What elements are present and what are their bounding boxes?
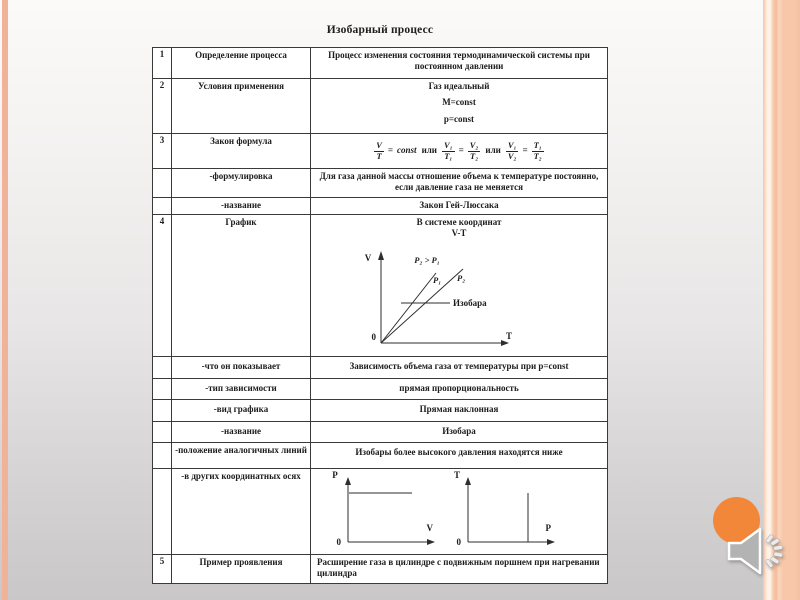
row-label: Пример проявления xyxy=(172,555,311,583)
row-content xyxy=(311,469,607,554)
audio-button[interactable] xyxy=(724,524,796,580)
row-number: 5 xyxy=(153,555,172,583)
condition-line: M=const xyxy=(442,97,476,108)
row-number: 2 xyxy=(153,79,172,133)
row-content xyxy=(311,215,607,356)
isobar-annotation: Изобара xyxy=(453,297,487,308)
row-label: -формулировка xyxy=(172,169,311,197)
row-number: 1 xyxy=(153,48,172,78)
row-content xyxy=(311,79,607,133)
coord-system-caption: В системе координат xyxy=(416,217,502,227)
equals-sign: = xyxy=(458,145,464,156)
equals-sign: = xyxy=(387,145,394,156)
fraction: $\frac{V}{T}$ xyxy=(376,140,382,161)
tp-origin-label: 0 xyxy=(456,537,461,547)
row-content xyxy=(311,134,607,168)
row-content: Расширение газа в цилиндре с подвижным поршнем при нагревании цилиндра xyxy=(317,557,600,579)
table-row xyxy=(153,48,607,79)
table-row xyxy=(153,134,607,169)
tp-x-axis-label: P xyxy=(545,523,551,533)
row-label: -название xyxy=(172,198,311,214)
row-content: Изобара xyxy=(442,426,476,436)
row-label: -название xyxy=(172,422,311,442)
table-row xyxy=(153,169,607,198)
row-label: -вид графика xyxy=(172,400,311,421)
row-number xyxy=(153,379,172,399)
row-number: 4 xyxy=(153,215,172,356)
speaker-icon[interactable] xyxy=(729,529,760,573)
condition-line: p=const xyxy=(443,113,475,124)
pv-origin-label: 0 xyxy=(336,537,341,547)
pressure-note: P₂ > P₁ xyxy=(414,254,440,265)
right-accent-band xyxy=(763,0,800,600)
table-row xyxy=(153,79,607,134)
row-content: Процесс изменения состояния термодинамической системы при постоянном давлении xyxy=(328,50,590,72)
row-label: -тип зависимости xyxy=(172,379,311,399)
pv-y-axis-label: P xyxy=(332,470,338,480)
row-content: Прямая наклонная xyxy=(419,404,499,414)
row-label: График xyxy=(172,215,311,356)
row-content: Закон Гей-Люссака xyxy=(419,200,499,210)
row-content: Для газа данной массы отношение объема к температуре постоянно, если давление газа не меняется xyxy=(319,171,599,193)
row-label: -положение аналогичных линий xyxy=(172,443,311,468)
left-accent-stripe xyxy=(2,0,8,600)
table-row xyxy=(153,443,607,469)
pv-graph xyxy=(323,469,443,549)
fraction: $\frac{\text{V₁}}{\text{T₁}}$ xyxy=(443,140,453,161)
table-row xyxy=(153,555,607,583)
vt-axes-caption: V-T xyxy=(451,228,467,239)
const-word: const xyxy=(397,145,417,156)
pv-x-axis-label: V xyxy=(426,523,433,533)
table-row xyxy=(153,357,607,379)
vt-y-axis-label: V xyxy=(364,252,372,263)
process-table xyxy=(152,47,608,584)
row-number xyxy=(153,357,172,378)
table-row xyxy=(153,400,607,422)
tp-y-axis-label: T xyxy=(453,470,461,480)
tp-graph xyxy=(447,469,567,549)
row-label: -в других координатных осях xyxy=(172,469,311,554)
row-label: Определение процесса xyxy=(172,48,311,78)
fraction: $\frac{\text{V₁}}{\text{V₂}}$ xyxy=(507,140,517,161)
vt-graph xyxy=(350,243,520,347)
row-content: Зависимость объема газа от температуры при p=const xyxy=(349,361,569,371)
row-content: Изобары более высокого давления находятся ниже xyxy=(355,447,563,457)
row-label: -что он показывает xyxy=(172,357,311,378)
row-number xyxy=(153,169,172,197)
row-number xyxy=(153,469,172,554)
or-word: или xyxy=(485,145,501,156)
table-row xyxy=(153,469,607,555)
fraction: $\frac{\text{V₂}}{\text{T₂}}$ xyxy=(469,140,479,161)
row-content: прямая пропорциональность xyxy=(399,383,519,393)
table-row xyxy=(153,379,607,400)
table-row xyxy=(153,422,607,443)
row-number xyxy=(153,443,172,468)
row-label: Закон формула xyxy=(172,134,311,168)
slide-title: Изобарный процесс xyxy=(326,24,434,36)
fraction: $\frac{\text{T₁}}{\text{T₂}}$ xyxy=(533,140,542,161)
row-number: 3 xyxy=(153,134,172,168)
condition-line: Газ идеальный xyxy=(428,81,490,91)
isobar2-label: P₂ xyxy=(457,272,466,283)
row-number xyxy=(153,400,172,421)
vt-x-axis-label: T xyxy=(506,330,513,341)
vt-origin-label: 0 xyxy=(371,331,376,342)
sound-waves-icon xyxy=(765,534,783,568)
or-word: или xyxy=(421,145,437,156)
table-row xyxy=(153,215,607,357)
row-number xyxy=(153,198,172,214)
row-label: Условия применения xyxy=(172,79,311,133)
gay-lussac-formula xyxy=(314,136,604,166)
row-number xyxy=(153,422,172,442)
equals-sign: = xyxy=(522,145,528,156)
isobar1-label: P₁ xyxy=(433,274,442,285)
table-row xyxy=(153,198,607,215)
